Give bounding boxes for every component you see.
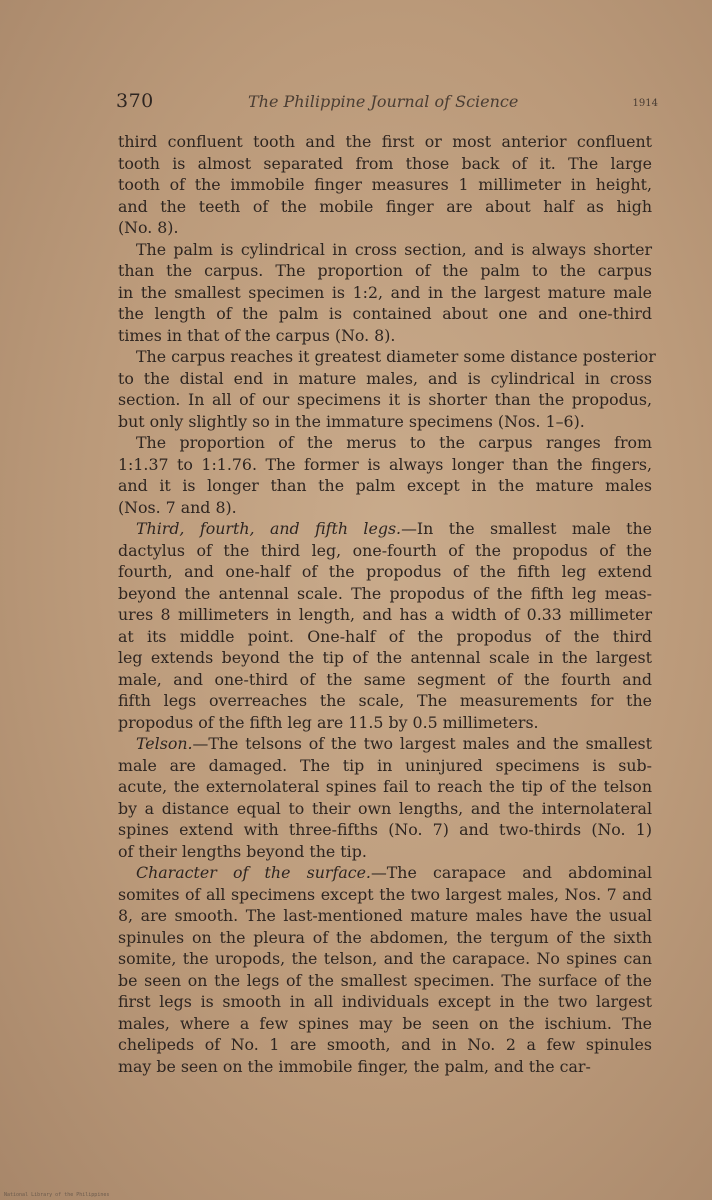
- text-line: The carpus reaches it greatest diameter some distance posterior: [136, 347, 656, 366]
- text-line: ures 8 millimeters in length, and has a width of 0.33 millimeter: [118, 605, 652, 624]
- year-label: 1914: [632, 98, 658, 109]
- text-line: (Nos. 7 and 8).: [118, 497, 237, 517]
- text-line: and the teeth of the mobile finger are about half as high: [118, 196, 652, 216]
- section-head-legs-rest: —In the smallest male the: [401, 519, 652, 538]
- text-line: but only slightly so in the immature specimens (Nos. 1–6).: [118, 411, 585, 431]
- text-line: spinules on the pleura of the abdomen, the tergum of the sixth: [118, 927, 652, 947]
- text-line-heading: [118, 518, 652, 540]
- text-line: by a distance equal to their own lengths, and the internolateral: [118, 798, 652, 818]
- text-line: fifth legs overreaches the scale, The measurements for the: [118, 691, 652, 710]
- text-line: than the carpus. The proportion of the palm to the carpus: [118, 261, 652, 280]
- page-header: [116, 90, 656, 116]
- text-line: tooth of the immobile finger measures 1 millimeter in height,: [118, 175, 652, 194]
- text-line: The palm is cylindrical in cross section, and is always shorter: [136, 239, 652, 259]
- text-line: The proportion of the merus to the carpus ranges from: [136, 433, 652, 452]
- section-head-surface-rest: —The carapace and abdominal: [370, 863, 652, 882]
- text-line: may be seen on the immobile finger, the palm, and the car-: [118, 1056, 591, 1076]
- text-line: acute, the externolateral spines fail to reach the tip of the telson: [118, 777, 652, 796]
- section-head-legs: Third, fourth, and fifth legs.: [136, 519, 402, 538]
- scan-footer: National Library of the Philippines: [4, 1192, 110, 1198]
- text-line: chelipeds of No. 1 are smooth, and in No. 2 a few spinules: [118, 1035, 652, 1054]
- text-line: the length of the palm is contained about one and one-third: [118, 304, 652, 323]
- body-text: [118, 131, 656, 1077]
- text-line: somite, the uropods, the telson, and the carapace. No spines can: [118, 949, 652, 968]
- text-line: male are damaged. The tip in uninjured specimens is sub-: [118, 755, 652, 775]
- text-line: 1:1.37 to 1:1.76. The former is always longer than the fingers,: [118, 454, 652, 474]
- text-line: (No. 8).: [118, 218, 179, 237]
- text-line: at its middle point. One-half of the propodus of the third: [118, 626, 652, 646]
- text-line: first legs is smooth in all individuals except in the two largest: [118, 992, 652, 1011]
- section-head-telson: Telson.: [136, 734, 193, 753]
- text-line-heading: [118, 733, 652, 755]
- text-line: to the distal end in mature males, and is cylindrical in cross: [118, 368, 652, 388]
- running-title: The Philippine Journal of Science: [248, 92, 519, 111]
- text-line: tooth is almost separated from those back of it. The large: [118, 153, 652, 173]
- page-number: 370: [116, 90, 154, 112]
- text-line: leg extends beyond the tip of the antennal scale in the largest: [118, 648, 652, 667]
- text-line: somites of all specimens except the two largest males, Nos. 7 and: [118, 884, 652, 904]
- text-line: and it is longer than the palm except in the mature males: [118, 476, 652, 495]
- text-line-heading: [118, 862, 652, 884]
- text-line: males, where a few spines may be seen on the ischium. The: [118, 1013, 652, 1033]
- text-line: spines extend with three-fifths (No. 7) and two-thirds (No. 1): [118, 820, 652, 839]
- text-line: propodus of the fifth leg are 11.5 by 0.5 millimeters.: [118, 712, 539, 732]
- text-line: be seen on the legs of the smallest specimen. The surface of the: [118, 970, 652, 990]
- section-head-surface: Character of the surface.: [136, 863, 371, 882]
- text-line: times in that of the carpus (No. 8).: [118, 325, 396, 345]
- text-line: of their lengths beyond the tip.: [118, 841, 367, 861]
- text-line: 8, are smooth. The last-mentioned mature males have the usual: [118, 906, 652, 925]
- text-line: section. In all of our specimens it is shorter than the propodus,: [118, 390, 652, 409]
- section-head-telson-rest: —The telsons of the two largest males and the smallest: [192, 734, 652, 753]
- text-line: beyond the antennal scale. The propodus of the fifth leg meas-: [118, 583, 652, 603]
- text-line: fourth, and one-half of the propodus of the fifth leg extend: [118, 562, 652, 581]
- text-line: in the smallest specimen is 1:2, and in the largest mature male: [118, 282, 652, 302]
- text-line: male, and one-third of the same segment of the fourth and: [118, 669, 652, 689]
- text-line: third confluent tooth and the first or most anterior confluent: [118, 132, 652, 151]
- text-line: dactylus of the third leg, one-fourth of the propodus of the: [118, 540, 652, 560]
